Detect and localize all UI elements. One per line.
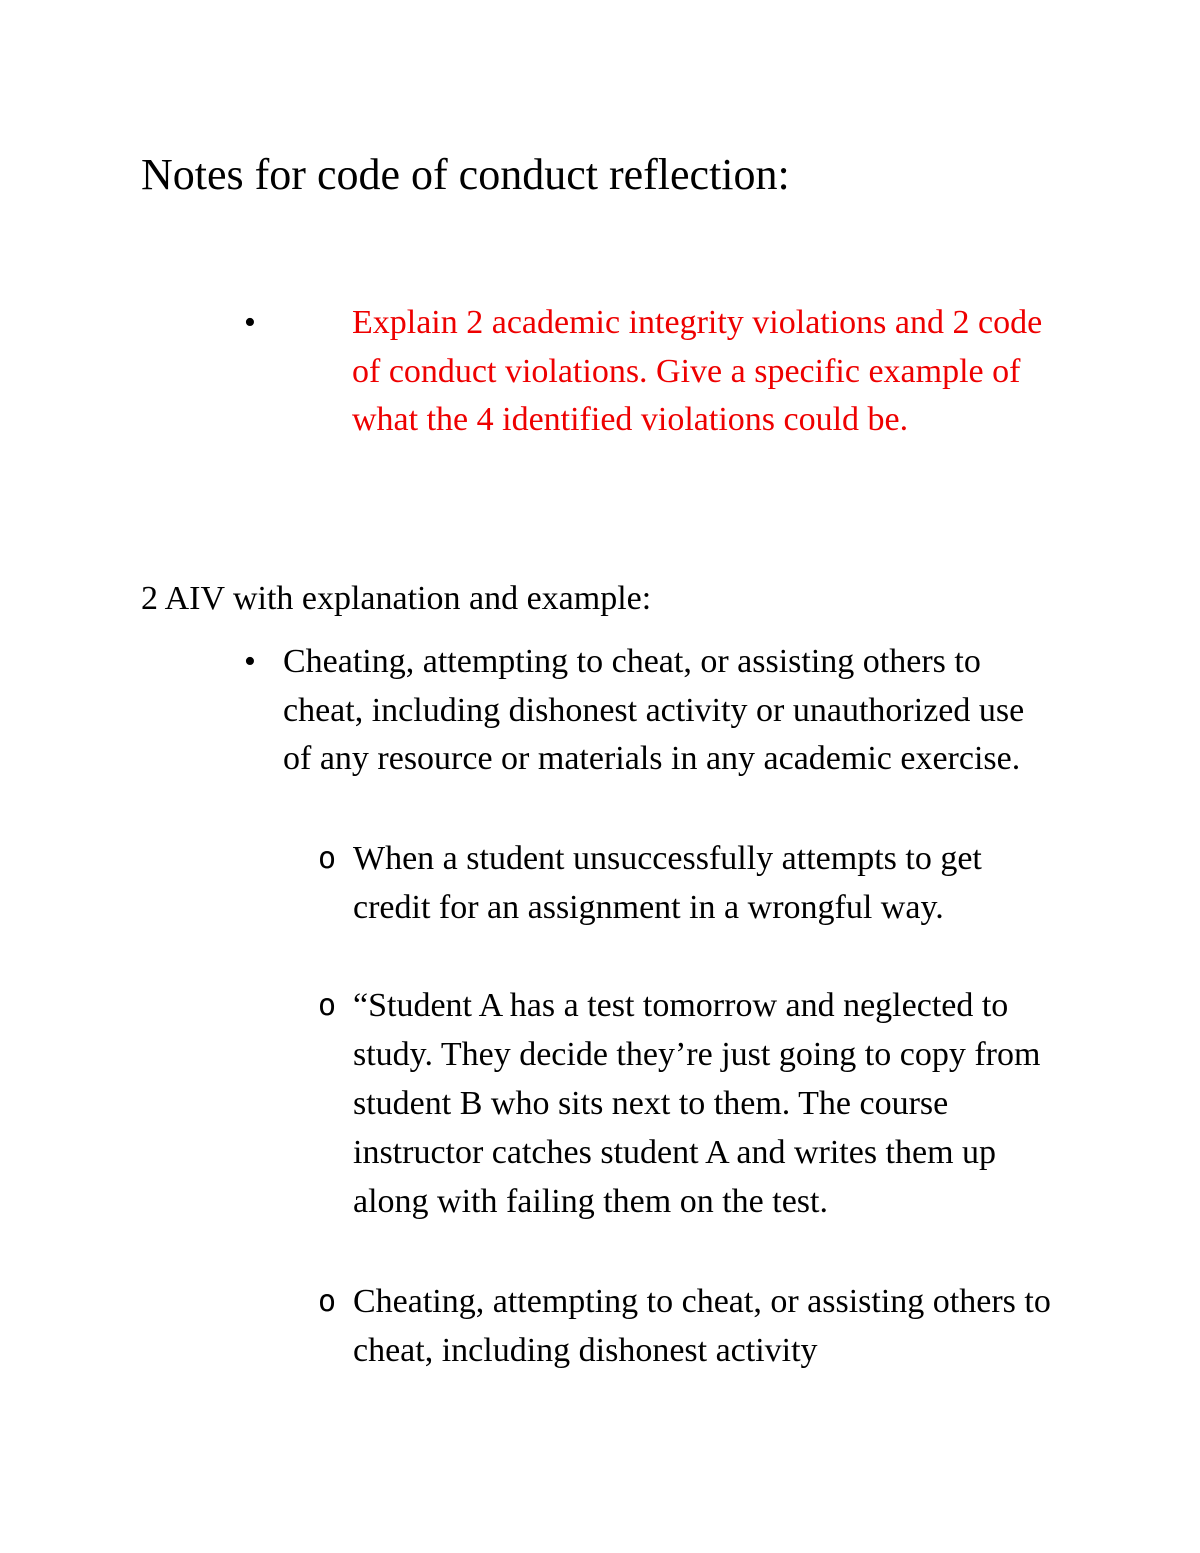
sub-list-item-text: “Student A has a test tomorrow and neglected to study. They decide they’re just going to copy from student B who sits next to them. The course instructor catches student A and writes them up along with failing them on the test. — [353, 987, 1041, 1220]
circle-bullet-icon: o — [318, 1284, 337, 1319]
section-heading: 2 AIV with explanation and example: — [141, 580, 652, 617]
sub-list-item-text: When a student unsuccessfully attempts to get credit for an assignment in a wrongful way. — [353, 840, 982, 926]
bullet-icon: • — [244, 304, 256, 341]
bullet-icon: • — [244, 643, 256, 680]
list-item-text: Cheating, attempting to cheat, or assisting others to cheat, including dishonest activity or unauthorized use of any resource or materials in any academic exercise. — [283, 643, 1025, 777]
sub-list-item-text: Cheating, attempting to cheat, or assisting others to cheat, including dishonest activity — [353, 1283, 1051, 1369]
document-title: Notes for code of conduct reflection: — [141, 150, 790, 199]
circle-bullet-icon: o — [318, 988, 337, 1023]
circle-bullet-icon: o — [318, 841, 337, 876]
instruction-text: Explain 2 academic integrity violations and 2 code of conduct violations. Give a specific example of what the 4 identified violations could be. — [352, 304, 1043, 438]
